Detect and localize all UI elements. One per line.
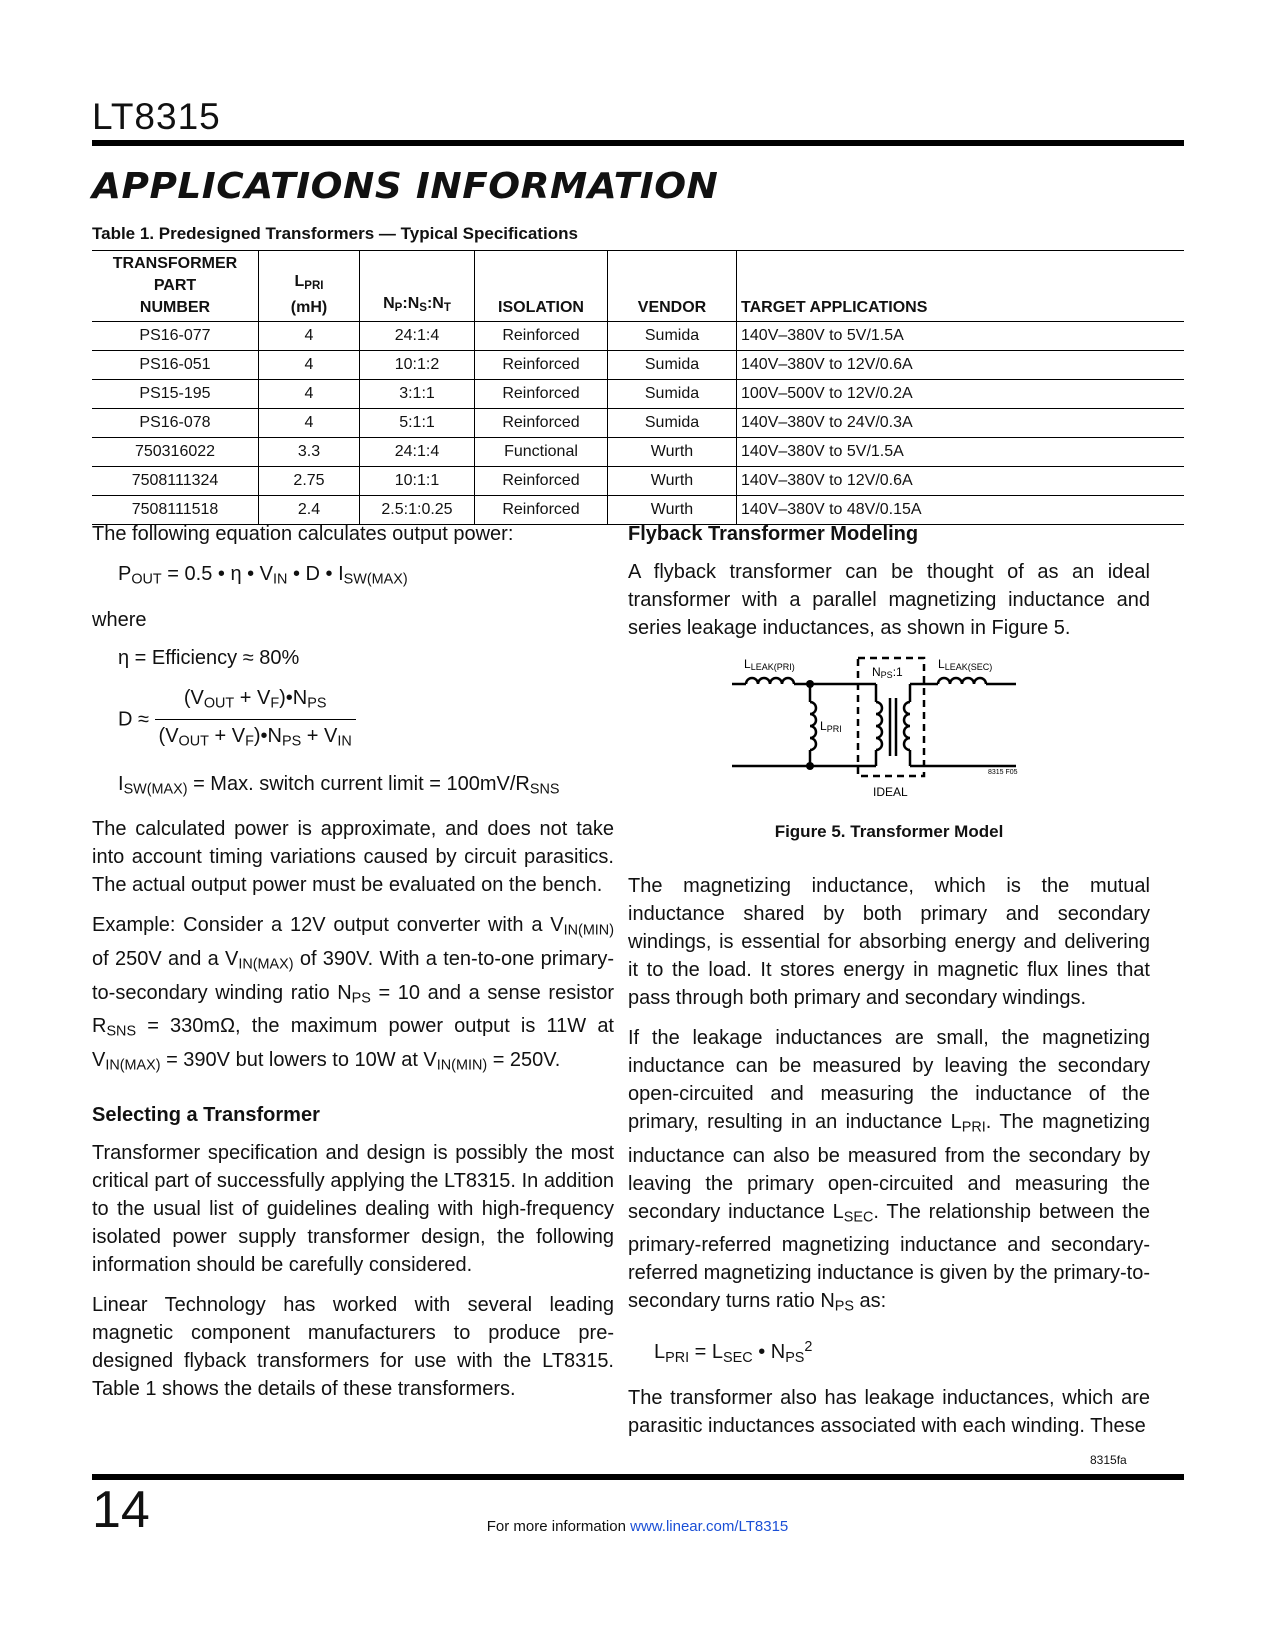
footer-rule [92,1474,1184,1480]
paragraph: The calculated power is approximate, and does not take into account timing variations caused by circuit parasitics. The actual output power must be evaluated on the bench. [92,818,614,897]
table-cell: 3:1:1 [360,380,475,409]
revision-code: 8315fa [1090,1453,1127,1467]
table-cell: 24:1:4 [360,322,475,351]
table-row [92,351,1184,380]
table-cell: Reinforced [475,409,608,438]
paragraph: Transformer specification and design is possibly the most critical part of successfully applying the LT8315. In addition to the usual list of guidelines dealing with high-frequency isolated power supply transformer design, the following information should be carefully considered. [92,1142,614,1277]
footer-link[interactable]: www.linear.com/LT8315 [630,1518,789,1535]
table-cell: 10:1:1 [360,467,475,496]
table-cell: Sumida [608,409,737,438]
table-cell: PS16-051 [92,351,259,380]
table-cell: Functional [475,438,608,467]
paragraph: The transformer also has leakage inductances, which are parasitic inductances associated with each winding. These [628,1386,1150,1437]
table-cell: Reinforced [475,380,608,409]
duty-numerator: ($V_{OUT}$ + $V_F)•N_{PS}$ [155,684,356,721]
header-rule [92,140,1184,146]
table-row [92,380,1184,409]
paragraph-measurement: If the leakage inductances are small, the magnetizing inductance can be measured by leaving the secondary open-circuited and measuring the inductance of the primary, resulting in an inductance $L_{PRI}$. The magnetizing inductance can also be measured from the secondary by leaving the primary open-circuited and measuring the secondary inductance $L_{SEC}$. The relationship between the primary-referred magnetizing inductance and secondary-referred magnetizing inductance is given by the primary-to-secondary turns ratio $N_{PS}$ as: [628,1027,1151,1315]
right-column [628,520,1150,1452]
figure-5 [628,654,1150,812]
label-figure-code: 8315 F05 [988,769,1018,776]
table-cell: 5:1:1 [360,409,475,438]
table-cell: 7508111324 [92,467,259,496]
header-lpri: $L_{PRI}$ (mH) [259,251,360,322]
left-column [92,520,614,1415]
paragraph: The following equation calculates output power: [92,523,514,545]
table-cell: 7508111518 [92,496,259,525]
label-lpri: LPRI [820,719,842,734]
table-cell: 140V–380V to 48V/0.15A [737,496,1185,525]
table-cell: Sumida [608,322,737,351]
equation-efficiency: η = Efficiency ≈ 80% [118,646,300,669]
equation-pout: $P_{OUT} = 0.5$ • η • $V_{IN}$ • D • $I_{SW(MAX)}$ [118,563,408,588]
table-body [92,322,1184,525]
table-cell: 140V–380V to 24V/0.3A [737,409,1185,438]
footer-text: For more information www.linear.com/LT8315 [486,1518,789,1535]
table-cell: Wurth [608,438,737,467]
table-cell: 140V–380V to 12V/0.6A [737,351,1185,380]
table-row [92,322,1184,351]
paragraph: Linear Technology has worked with several leading magnetic component manufacturers to produce pre-designed flyback transformers for use with the LT8315. Table 1 shows the details of these transformers. [92,1294,614,1401]
label-lleak-pri: LLEAK(PRI) [744,657,795,672]
table-cell: 4 [259,351,360,380]
transformer-table [92,250,1184,525]
table-cell: PS16-078 [92,409,259,438]
heading-flyback-modeling: Flyback Transformer Modeling [628,523,919,545]
heading-selecting-transformer: Selecting a Transformer [92,1104,320,1127]
table-cell: Reinforced [475,351,608,380]
transformer-model-diagram [628,654,1150,812]
paragraph: The magnetizing inductance, which is the mutual inductance shared by both primary and secondary windings, is essential for absorbing energy and delivering it to the load. It stores energy in magnetic flux lines that pass through both primary and secondary windings. [628,875,1150,1009]
paragraph-example: Example: Consider a 12V output converter with a $V_{IN(MIN)}$ of 250V and a $V_{IN(MAX)}$ of 390V. With a ten-to-one primary-to-secondary winding ratio $N_{PS} = 10$ and a sense resistor $R_{SNS} = 330m\Omega$, the maximum power output is 11W at $V_{IN(MAX)} = 390V$ but lowers to 10W at $V_{IN(MIN)} = 250V$. [92,914,614,1074]
table-row [92,467,1184,496]
where-label: where [92,608,147,631]
table-cell: Reinforced [475,322,608,351]
label-lleak-sec: LLEAK(SEC) [938,657,993,672]
table-cell: 10:1:2 [360,351,475,380]
duty-denominator: ($V_{OUT}$ + $V_F)•N_{PS} + V_{IN}$ [158,725,352,750]
paragraph: A flyback transformer can be thought of as an ideal transformer with a parallel magnetizing inductance and series leakage inductances, as shown in Figure 5. [628,561,1150,639]
section-title: APPLICATIONS INFORMATION [92,166,719,207]
table-row [92,438,1184,467]
header-isolation: ISOLATION [475,251,608,322]
table-cell: 4 [259,322,360,351]
equation-isw: $I_{SW(MAX)}$ = Max. switch current limit = $100mV/R_{SNS}$ [118,772,560,798]
table-cell: Reinforced [475,467,608,496]
table-cell: 140V–380V to 5V/1.5A [737,438,1185,467]
table-cell: 24:1:4 [360,438,475,467]
table-cell: Sumida [608,380,737,409]
header-vendor: VENDOR [608,251,737,322]
table-cell: 4 [259,409,360,438]
table-cell: Reinforced [475,496,608,525]
equation-lpri: $L_{PRI} = L_{SEC}$ • $N_{PS}^2$ [654,1338,813,1366]
table-cell: 140V–380V to 12V/0.6A [737,467,1185,496]
page-number: 14 [92,1481,150,1539]
header-target: TARGET APPLICATIONS [737,251,1185,322]
header-ratio: $N_P:N_S:N_T$ [360,251,475,322]
part-number: LT8315 [92,96,221,137]
table-cell: 140V–380V to 5V/1.5A [737,322,1185,351]
label-nps: NPS:1 [872,665,903,680]
table-cell: 100V–500V to 12V/0.2A [737,380,1185,409]
table-cell: Wurth [608,496,737,525]
table-caption: Table 1. Predesigned Transformers — Typical Specifications [92,224,578,243]
table-cell: 2.75 [259,467,360,496]
table-cell: 4 [259,380,360,409]
table-cell: 2.4 [259,496,360,525]
table-cell: Wurth [608,467,737,496]
table-row [92,409,1184,438]
duty-fraction [155,684,356,756]
table-cell: PS16-077 [92,322,259,351]
equation-duty: D ≈ $\frac{(V_{OUT} + V_F)•N_{PS}}{(V_{OUT} + V_F)•N_{PS} + V_{IN}}$ [118,684,614,756]
figure-caption: Figure 5. Transformer Model [774,822,1004,841]
header-part-number: TRANSFORMER PART NUMBER [92,251,259,322]
table-header-row [92,251,1184,322]
table-cell: 750316022 [92,438,259,467]
label-ideal: IDEAL [873,785,908,799]
table-cell: PS15-195 [92,380,259,409]
table-cell: 3.3 [259,438,360,467]
table-cell: 2.5:1:0.25 [360,496,475,525]
table-cell: Sumida [608,351,737,380]
